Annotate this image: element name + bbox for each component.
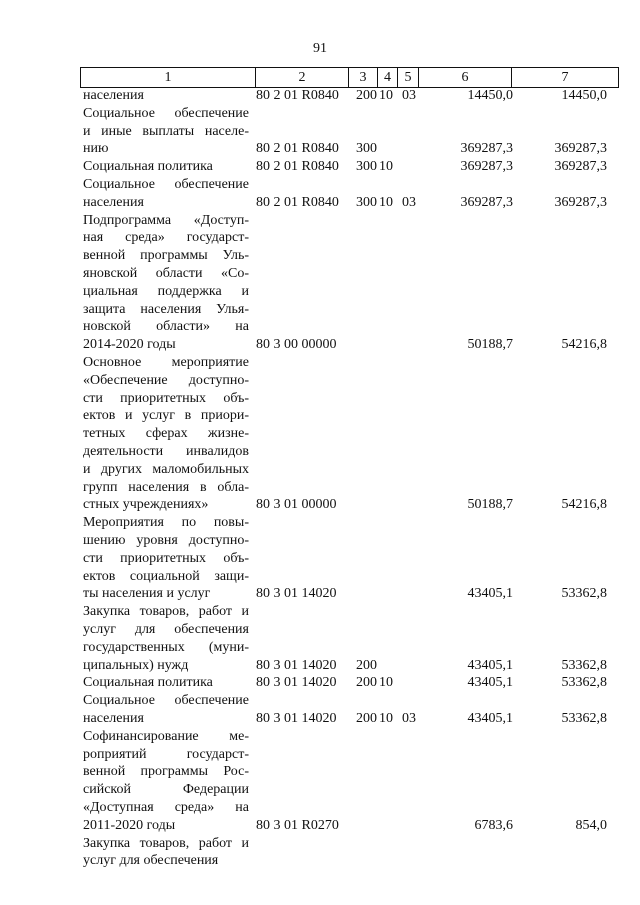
row-name-line: и иные выплаты населе-	[83, 123, 249, 139]
row-amount-col6: 43405,1	[467, 710, 513, 726]
row-name-line: Подпрограмма «Доступ-	[83, 212, 249, 228]
row-expense-type: 200	[356, 88, 377, 103]
row-name-line: ная среда» государст-	[83, 230, 249, 246]
row-amount-col6: 369287,3	[460, 141, 513, 157]
row-section: 10	[379, 194, 393, 210]
table-row	[80, 176, 617, 212]
row-name-line: населения	[83, 88, 144, 103]
row-code: 80 3 01 14020	[256, 657, 337, 673]
table-row	[80, 354, 617, 514]
row-code: 80 2 01 R0840	[256, 159, 339, 175]
row-amount-col7: 53362,8	[561, 657, 607, 673]
row-name-line: Основное мероприятие	[83, 355, 249, 370]
row-name	[83, 728, 249, 835]
row-name-line: «Обеспечение доступно-	[83, 372, 249, 388]
row-code: 80 2 01 R0840	[256, 194, 339, 210]
row-name	[83, 105, 249, 158]
row-name-line: стных учреждениях»	[83, 497, 209, 513]
table-row	[80, 212, 617, 354]
row-name-line: Мероприятия по повы-	[83, 515, 249, 531]
row-name-line: «Доступная среда» на	[83, 799, 249, 815]
row-name	[83, 87, 249, 105]
row-name-line: венной программы Уль-	[83, 248, 249, 264]
row-name-line: ектов социальной защи-	[83, 568, 249, 584]
row-name-line: ципальных) нужд	[83, 657, 189, 673]
row-code: 80 2 01 R0840	[256, 141, 339, 157]
row-amount-col6: 50188,7	[467, 337, 513, 353]
table-row	[80, 514, 617, 603]
row-amount-col6: 369287,3	[460, 194, 513, 210]
row-name-line: деятельности инвалидов	[83, 443, 249, 459]
row-expense-type: 200	[356, 710, 377, 726]
row-name-line: Софинансирование ме-	[83, 728, 249, 744]
row-amount-col7: 54216,8	[561, 337, 607, 353]
row-expense-type: 300	[356, 194, 377, 210]
row-amount-col6: 369287,3	[460, 159, 513, 175]
row-name-line: Социальное обеспечение	[83, 177, 249, 192]
row-name-line: государственных (муни-	[83, 639, 249, 655]
row-name-line: 2014-2020 годы	[83, 337, 176, 353]
row-amount-col7: 854,0	[575, 817, 607, 833]
row-name-line: защита населения Улья-	[83, 301, 249, 317]
row-name-line: 2011-2020 годы	[83, 817, 176, 833]
row-amount-col7: 53362,8	[561, 675, 607, 691]
row-code: 80 3 00 00000	[256, 337, 337, 353]
row-amount-col6: 50188,7	[467, 497, 513, 513]
row-name-line: тетных сферах жизне-	[83, 426, 249, 442]
row-code: 80 3 01 00000	[256, 497, 337, 513]
header-col-7: 7	[511, 68, 618, 87]
row-name	[83, 212, 249, 354]
row-section: 10	[379, 88, 393, 103]
row-name	[83, 158, 249, 176]
row-name-line: услуг для обеспечения	[83, 621, 249, 637]
row-name-line: услуг для обеспечения	[83, 853, 219, 869]
row-name	[83, 514, 249, 603]
row-amount-col7: 53362,8	[561, 710, 607, 726]
row-name-line: Социальное обеспечение	[83, 693, 249, 709]
row-amount-col6: 6783,6	[474, 817, 513, 833]
row-name-line: групп населения в обла-	[83, 479, 249, 495]
row-name-line: Социальное обеспечение	[83, 105, 249, 121]
row-name	[83, 674, 249, 692]
row-name-line: нию	[83, 141, 109, 157]
row-name-line: новской области» на	[83, 319, 249, 335]
header-col-6: 6	[418, 68, 511, 87]
row-code: 80 3 01 14020	[256, 710, 337, 726]
row-subsection: 03	[402, 88, 416, 103]
row-code: 80 3 01 R0270	[256, 817, 339, 833]
row-name-line: ектов и услуг в приори-	[83, 408, 249, 424]
row-name-line: Закупка товаров, работ и	[83, 835, 249, 851]
row-name-line: циальная поддержка и	[83, 283, 249, 299]
row-name	[83, 354, 249, 514]
row-expense-type: 300	[356, 141, 377, 157]
table-row	[80, 835, 617, 871]
row-code: 80 2 01 R0840	[256, 88, 339, 103]
row-subsection: 03	[402, 710, 416, 726]
row-amount-col7: 14450,0	[561, 88, 607, 103]
header-col-3: 3	[348, 68, 377, 87]
row-section: 10	[379, 159, 393, 175]
row-section: 10	[379, 675, 393, 691]
row-section: 10	[379, 710, 393, 726]
row-amount-col7: 369287,3	[554, 141, 607, 157]
table-row	[80, 105, 617, 158]
table-row	[80, 87, 617, 105]
row-name	[83, 176, 249, 212]
row-name-line: сти приоритетных объ-	[83, 390, 249, 406]
row-name	[83, 603, 249, 674]
row-name-line: яновской области «Со-	[83, 265, 249, 281]
row-name-line: Социальная политика	[83, 159, 213, 175]
page-number: 91	[313, 41, 327, 56]
table-row	[80, 692, 617, 728]
row-name-line: венной программы Рос-	[83, 764, 249, 780]
row-name	[83, 692, 249, 728]
header-col-2: 2	[255, 68, 348, 87]
row-amount-col7: 369287,3	[554, 159, 607, 175]
row-name-line: шению уровня доступно-	[83, 532, 249, 548]
table-row	[80, 674, 617, 692]
row-expense-type: 300	[356, 159, 377, 175]
row-name	[83, 835, 249, 871]
row-name-line: сти приоритетных объ-	[83, 550, 249, 566]
table-row	[80, 158, 617, 176]
row-amount-col6: 43405,1	[467, 675, 513, 691]
row-name-line: ты населения и услуг	[83, 586, 211, 602]
row-amount-col7: 54216,8	[561, 497, 607, 513]
header-col-1: 1	[164, 70, 172, 85]
row-name-line: и других маломобильных	[83, 461, 249, 477]
row-name-line: сийской Федерации	[83, 782, 249, 798]
table-row	[80, 603, 617, 674]
table-header	[80, 67, 619, 88]
row-name-line: населения	[83, 194, 144, 210]
row-amount-col6: 14450,0	[467, 88, 513, 103]
row-expense-type: 200	[356, 675, 377, 691]
table-row	[80, 728, 617, 835]
row-name-line: Социальная политика	[83, 675, 213, 691]
row-subsection: 03	[402, 194, 416, 210]
row-amount-col6: 43405,1	[467, 657, 513, 673]
header-col-4: 4	[377, 68, 397, 87]
row-amount-col7: 369287,3	[554, 194, 607, 210]
row-name-line: Закупка товаров, работ и	[83, 604, 249, 620]
header-col-5: 5	[397, 68, 418, 87]
row-name-line: населения	[83, 710, 144, 726]
row-amount-col6: 43405,1	[467, 586, 513, 602]
row-code: 80 3 01 14020	[256, 675, 337, 691]
row-expense-type: 200	[356, 657, 377, 673]
row-amount-col7: 53362,8	[561, 586, 607, 602]
row-code: 80 3 01 14020	[256, 586, 337, 602]
row-name-line: роприятий государст-	[83, 746, 249, 762]
